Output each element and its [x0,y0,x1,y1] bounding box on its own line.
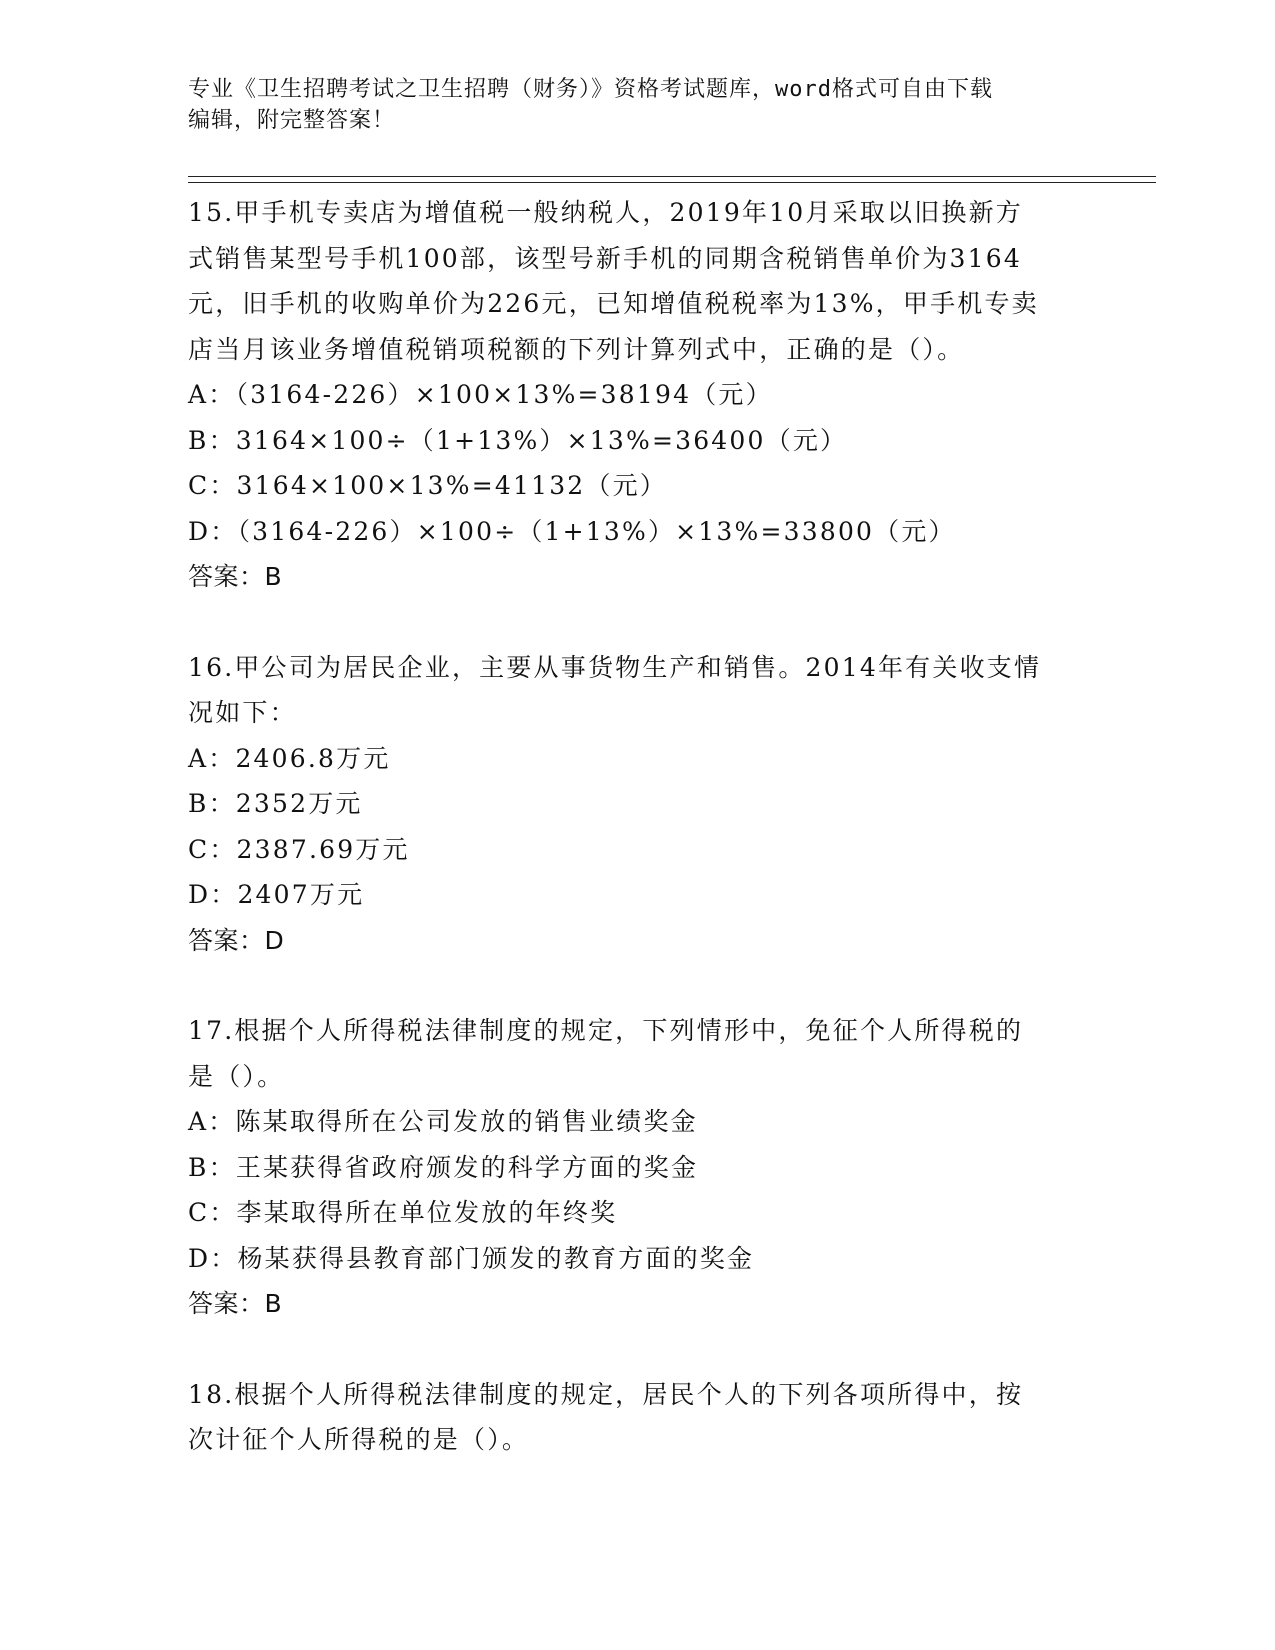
question-16 [188,645,1088,964]
option-d: D：（3164-226）×100÷（1+13%）×13%=33800（元） [188,516,956,546]
option-a: A：（3164-226）×100×13%=38194（元） [188,380,773,409]
answer-line: 答案：B [188,1289,283,1318]
option-a: A：2406.8万元 [188,743,391,773]
question-text-line: 元，旧手机的收购单价为226元，已知增值税税率为13%，甲手机专卖 [188,289,1039,318]
header-line-2: 编辑，附完整答案！ [188,108,396,133]
question-text-line: 15.甲手机专卖店为增值税一般纳税人，2019年10月采取以旧换新方 [188,198,1023,227]
option-a: A：陈某取得所在公司发放的销售业绩奖金 [188,1107,698,1136]
option-d: D：杨某获得县教育部门颁发的教育方面的奖金 [188,1243,755,1273]
option-c: C：2387.69万元 [188,834,410,864]
question-spacer [188,1327,1088,1372]
option-c: C：3164×100×13%=41132（元） [188,471,668,500]
question-text-line: 式销售某型号手机100部，该型号新手机的同期含税销售单价为3164 [188,243,1022,273]
question-18 [188,1372,1088,1463]
question-text-line: 店当月该业务增值税销项税额的下列计算列式中，正确的是（）。 [188,334,965,364]
question-spacer [188,600,1088,645]
option-b: B：2352万元 [188,789,363,818]
document-header [188,74,1088,136]
question-list [188,190,1088,1463]
header-divider-top [188,176,1156,177]
answer-line: 答案：B [188,562,283,591]
answer-line: 答案：D [188,925,285,955]
question-17 [188,1008,1088,1327]
question-15 [188,190,1088,600]
option-b: B：3164×100÷（1+13%）×13%=36400（元） [188,425,848,455]
header-divider-bottom [188,182,1156,183]
question-text-line: 16.甲公司为居民企业，主要从事货物生产和销售。2014年有关收支情 [188,652,1042,682]
option-d: D：2407万元 [188,880,365,909]
header-line-1: 专业《卫生招聘考试之卫生招聘（财务）》资格考试题库，word格式可自由下载 [188,77,993,102]
question-spacer [188,963,1088,1008]
question-text-line: 是（）。 [188,1061,285,1091]
option-c: C：李某取得所在单位发放的年终奖 [188,1198,618,1227]
question-text-line: 况如下： [188,698,297,727]
question-text-line: 18.根据个人所得税法律制度的规定，居民个人的下列各项所得中，按 [188,1379,1024,1409]
question-text-line: 17.根据个人所得税法律制度的规定，下列情形中，免征个人所得税的 [188,1016,1024,1045]
option-b: B：王某获得省政府颁发的科学方面的奖金 [188,1152,699,1182]
question-text-line: 次计征个人所得税的是（）。 [188,1425,530,1454]
